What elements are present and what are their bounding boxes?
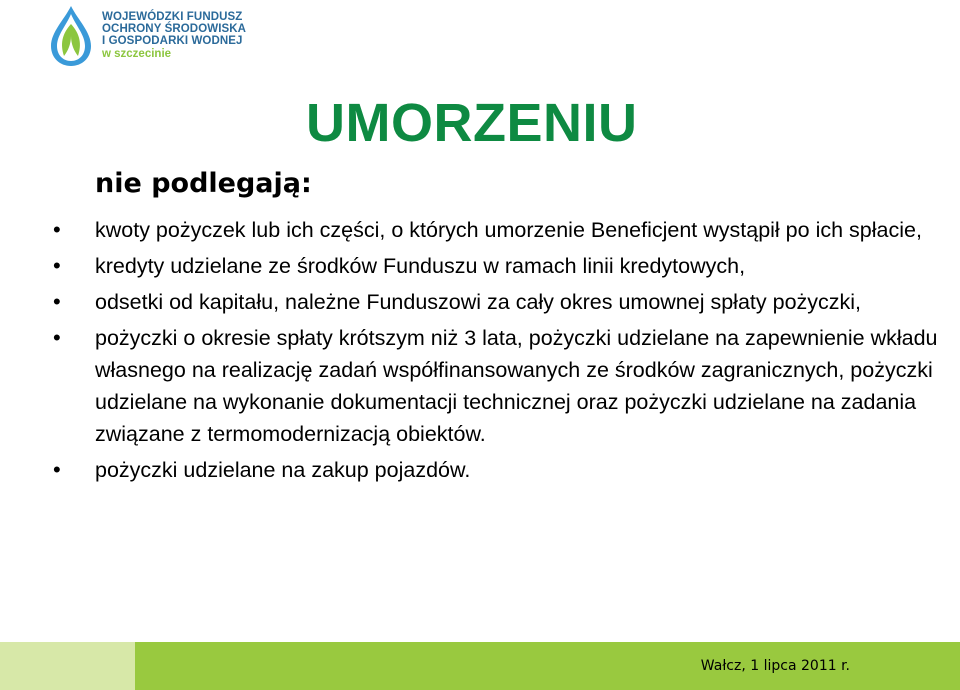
footer-accent-segment — [0, 642, 135, 690]
logo-city: w szczecinie — [102, 48, 172, 60]
bullet-text: pożyczki udzielane na zakup pojazdów. — [95, 458, 471, 482]
bullet-text: pożyczki o okresie spłaty krótszym niż 3 lata, pożyczki udzielane na zapewnienie wkładu własnego na realizację zadań współfinansowanych ze środków zagranicznych, pożyczki udzielane na wykonanie dokumentacji technicznej oraz pożyczki udzielane na zadania związane z termomodernizacją obiektów. — [95, 326, 938, 446]
bullet-dot-icon: • — [53, 217, 61, 242]
bullet-item — [53, 250, 955, 282]
bullet-text: kredyty udzielane ze środków Funduszu w ramach linii kredytowych, — [95, 254, 746, 278]
slide-title: UMORZENIU — [306, 93, 638, 153]
bullet-dot-icon: • — [53, 457, 61, 482]
bullet-dot-icon: • — [53, 289, 61, 314]
bullet-dot-icon: • — [53, 253, 61, 278]
bullet-item — [53, 214, 955, 246]
logo-line-1: WOJEWÓDZKI FUNDUSZ — [102, 11, 243, 23]
logo — [46, 4, 246, 68]
bullet-text: kwoty pożyczek lub ich części, o których umorzenie Beneficjent wystąpił po ich spłacie, — [95, 218, 922, 242]
logo-line-3: I GOSPODARKI WODNEJ — [102, 35, 243, 47]
bullet-list — [53, 214, 955, 490]
bullet-item — [53, 322, 955, 450]
footer-bar — [0, 642, 960, 690]
water-drop-leaf-icon — [46, 4, 96, 68]
bullet-text: odsetki od kapitału, należne Funduszowi za cały okres umownej spłaty pożyczki, — [95, 290, 862, 314]
bullet-item — [53, 286, 955, 318]
footer-date: Wałcz, 1 lipca 2011 r. — [700, 658, 850, 674]
bullet-dot-icon: • — [53, 325, 61, 350]
bullet-item — [53, 454, 955, 486]
logo-line-2: OCHRONY ŚRODOWISKA — [102, 23, 247, 35]
slide-subtitle: nie podlegają: — [95, 168, 312, 199]
